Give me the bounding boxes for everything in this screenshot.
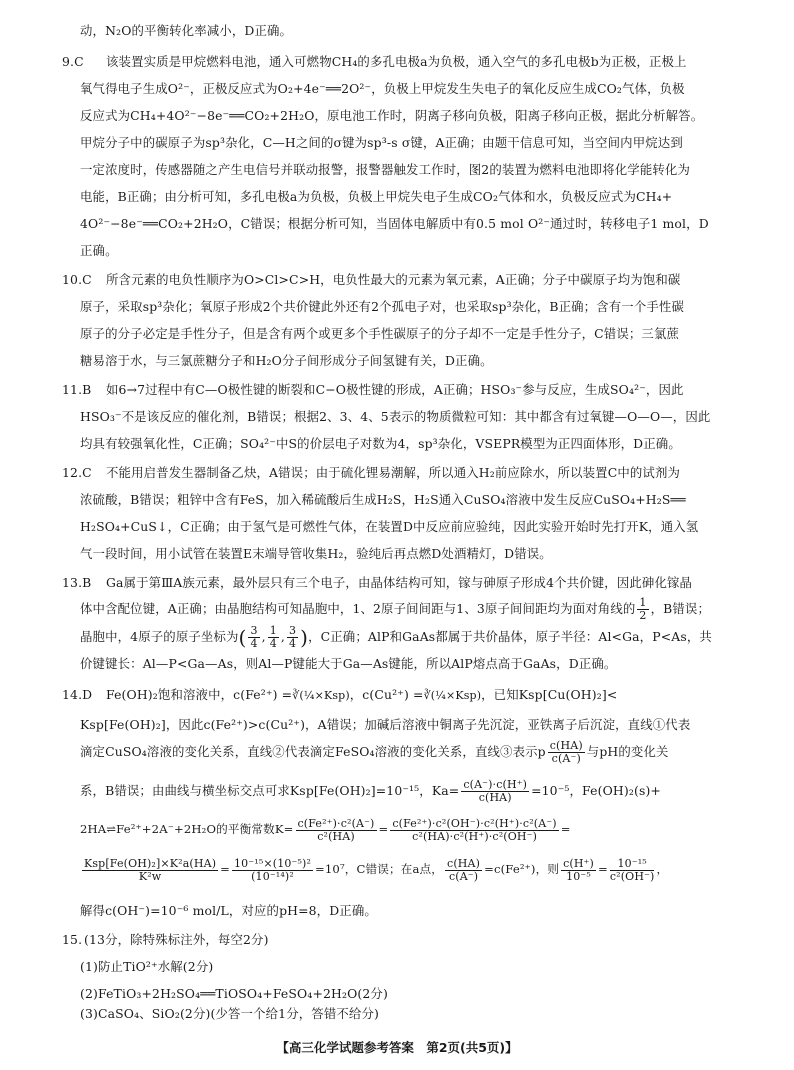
question-number: 12.C: [62, 465, 92, 480]
radical: ∛(¼×Ksp): [423, 688, 482, 702]
text-line: 体中含配位键，A正确；由晶胞结构可知晶胞中，1、2原子间间距与1、3原子间间距均为面对角线的 $\frac{1}{2}$ ，B错误；: [80, 596, 710, 622]
question-10: 10.C 所含元素的电负性顺序为O>Cl>C>H，电负性最大的元素为氧元素，A正确；分子中碳原子均为饱和碳: [62, 272, 681, 287]
question-13: 13.B Ga属于第ⅢA族元素，最外层只有三个电子，由晶体结构可知，镓与砷原子形成4个共价键，因此砷化镓晶: [62, 575, 693, 590]
text-line: 原子，采取sp³杂化；氧原子形成2个共价键此外还有2个孤电子对，也采取sp³杂化，B正确；含有一个手性碳: [80, 299, 684, 314]
text-line: H₂SO₄+CuS↓，C正确；由于氢气是可燃性气体，在装置D中反应前应验纯，因此实验开始时先打开K，通入氢: [80, 519, 699, 534]
text-line: 氧气得电子生成O²⁻，正极反应式为O₂+4e⁻══2O²⁻，负极上甲烷发生失电子的氧化反应生成CO₂气体，负极: [80, 81, 685, 96]
fraction: $\frac{\text{c(Fe²⁺)·c²(A⁻)}}{\text{c²(HA)}}$: [297, 816, 375, 843]
fraction: $\frac{c(A^-)\cdot c(H^+)}{c(HA)}$: [463, 778, 528, 804]
text-line: 晶胞中，4原子的原子坐标为( $\frac{3}{4}$ , $\frac{1}{4}$ , $\frac{3}{4}$ )，C正确；AlP和GaAs都属于共价晶体，原子半径：Al<Ga，P<As，共: [80, 624, 712, 650]
text-line: Ksp[Fe(OH)₂]，因此c(Fe²⁺)>c(Cu²⁺)，A错误；加碱后溶液中铜离子先沉淀，亚铁离子后沉淀，直线①代表: [80, 717, 691, 732]
question-number: 11.B: [62, 382, 92, 397]
text-line: HSO₃⁻不是该反应的催化剂，B错误；根据2、3、4、5表示的物质微粒可知：其中都含有过氧键—O—O—，因此: [80, 409, 711, 424]
question-number: 10.C: [62, 272, 92, 287]
text-line: $\frac{\text{Ksp[Fe(OH)₂]×K²a(HA)}}{\text{K²w}}$ = $\frac{\text{10⁻¹⁵×(10⁻⁵)²}}{\text{(10⁻¹⁴)²}}$ =10⁷，C错误；在a点， $\frac{c(HA)}{c(A^-)}$ =c(Fe²⁺)，则 $\frac{c(H^+)}{\text{10⁻⁵}}$ = $\frac{\text{10⁻¹⁵}}{\text{c²(OH⁻)}}$ ，: [84, 856, 669, 883]
text-line: 4O²⁻−8e⁻══CO₂+2H₂O，C错误；根据分析可知，当固体电解质中有0.5 mol O²⁻通过时，转移电子1 mol，D: [80, 216, 709, 231]
text-line: (1)防止TiO²⁺水解(2分): [80, 959, 214, 974]
question-12: 12.C 不能用启普发生器制备乙炔，A错误；由于硫化锂易潮解，所以通入H₂前应除水，所以装置C中的试剂为: [62, 465, 681, 480]
text-line: (3)CaSO₄、SiO₂(2分)(少答一个给1分，答错不给分): [80, 1006, 379, 1021]
text-line: 浓硫酸，B错误；粗锌中含有FeS，加入稀硫酸后生成H₂S，H₂S通入CuSO₄溶液中发生反应CuSO₄+H₂S══: [80, 492, 686, 507]
question-14: 14.D Fe(OH)₂饱和溶液中，c(Fe²⁺) =∛(¼×Ksp)，c(Cu²⁺) =∛(¼×Ksp)，已知Ksp[Cu(OH)₂]<: [62, 678, 794, 713]
text-line: 2HA⇌Fe²⁺+2A⁻+2H₂O的平衡常数K= $\frac{\text{c(Fe²⁺)·c²(A⁻)}}{\text{c²(HA)}}$ = $\frac{\text{c(Fe²⁺)·c²(OH⁻)·c²(H⁺)·c²(A⁻)}}{\text{c²(HA)·c²(H⁺)·c²(OH⁻)}}$ =: [80, 816, 571, 843]
fraction: $\frac{3}{4}$: [250, 624, 258, 650]
page-footer: 【高三化学试题参考答案 第2页(共5页)】: [276, 1040, 518, 1055]
fraction: $\frac{\text{c(Fe²⁺)·c²(OH⁻)·c²(H⁺)·c²(A⁻)}}{\text{c²(HA)·c²(H⁺)·c²(OH⁻)}}$: [392, 816, 557, 843]
question-number: 13.B: [62, 575, 92, 590]
question-number: 9.C: [62, 54, 84, 69]
text-line: 反应式为CH₄+4O²⁻−8e⁻══CO₂+2H₂O，原电池工作时，阴离子移向负极，阳离子移向正极，据此分析解答。: [80, 108, 704, 123]
question-number: 15.: [62, 932, 83, 947]
fraction: $\frac{\text{10⁻¹⁵}}{\text{c²(OH⁻)}}$: [609, 856, 655, 883]
text-line: 原子的分子必定是手性分子，但是含有两个或更多个手性碳原子的分子却不一定是手性分子，C错误；三氯蔗: [80, 326, 680, 341]
text-line: 价键键长：Al—P<Ga—As，则Al—P键能大于Ga—As键能，所以AlP熔点高于GaAs，D正确。: [80, 656, 617, 671]
question-15: 15. (13分，除特殊标注外，每空2分): [62, 932, 269, 947]
fraction: $\frac{c(HA)}{c(A^-)}$: [447, 856, 481, 883]
question-9: 9.C 该装置实质是甲烷燃料电池，通入可燃物CH₄的多孔电极a为负极，通入空气的多孔电极b为正极，正极上: [62, 54, 687, 69]
question-number: 14.D: [62, 687, 93, 702]
text-line: (2)FeTiO₃+2H₂SO₄══TiOSO₄+FeSO₄+2H₂O(2分): [80, 986, 388, 1001]
fraction: $\frac{c(H^+)}{\text{10⁻⁵}}$: [563, 856, 594, 883]
text-line: 动，N₂O的平衡转化率减小，D正确。: [80, 23, 293, 38]
question-11: 11.B 如6→7过程中有C—O极性键的断裂和C−O极性键的形成，A正确；HSO₃⁻参与反应，生成SO₄²⁻，因此: [62, 382, 684, 397]
fraction: $\frac{1}{4}$: [269, 624, 277, 650]
text-line: 系，B错误；由曲线与横坐标交点可求Ksp[Fe(OH)₂]=10⁻¹⁵，Ka= $\frac{c(A^-)\cdot c(H^+)}{c(HA)}$ =10⁻⁵，Fe(OH)₂(s)+: [80, 778, 661, 804]
radical: ∛(¼×Ksp): [292, 688, 350, 702]
fraction: $\frac{1}{2}$: [639, 596, 647, 622]
text-line: 一定浓度时，传感器随之产生电信号并联动报警，报警器触发工作时，图2的装置为燃料电池即将化学能转化为: [80, 162, 690, 177]
text-line: 糖易溶于水，与三氯蔗糖分子和H₂O分子间形成分子间氢键有关，D正确。: [80, 353, 493, 368]
text-line: 甲烷分子中的碳原子为sp³杂化，C—H之间的σ键为sp³-s σ键，A正确；由题干信息可知，当空间内甲烷达到: [80, 135, 683, 150]
text-line: 滴定CuSO₄溶液的变化关系，直线②代表滴定FeSO₄溶液的变化关系，直线③表示p $\frac{c(HA)}{c(A^-)}$ 与pH的变化关: [80, 739, 669, 765]
text-line: 电能，B正确；由分析可知，多孔电极a为负极，负极上甲烷失电子生成CO₂气体和水，负极反应式为CH₄+: [80, 189, 673, 204]
text-line: 解得c(OH⁻)=10⁻⁶ mol/L，对应的pH=8，D正确。: [80, 903, 377, 918]
text-line: 均具有较强氧化性，C正确；SO₄²⁻中S的价层电子对数为4，sp³杂化，VSEPR模型为正四面体形，D正确。: [80, 436, 681, 451]
fraction: $\frac{\text{Ksp[Fe(OH)₂]×K²a(HA)}}{\text{K²w}}$: [84, 856, 217, 883]
fraction: $\frac{c(HA)}{c(A^-)}$: [549, 739, 583, 765]
text-line: 正确。: [80, 243, 118, 258]
text-line: 气一段时间，用小试管在装置E末端导管收集H₂，验纯后再点燃D处酒精灯，D错误。: [80, 546, 552, 561]
fraction: $\frac{3}{4}$: [288, 624, 297, 650]
fraction: $\frac{\text{10⁻¹⁵×(10⁻⁵)²}}{\text{(10⁻¹⁴)²}}$: [234, 856, 312, 883]
